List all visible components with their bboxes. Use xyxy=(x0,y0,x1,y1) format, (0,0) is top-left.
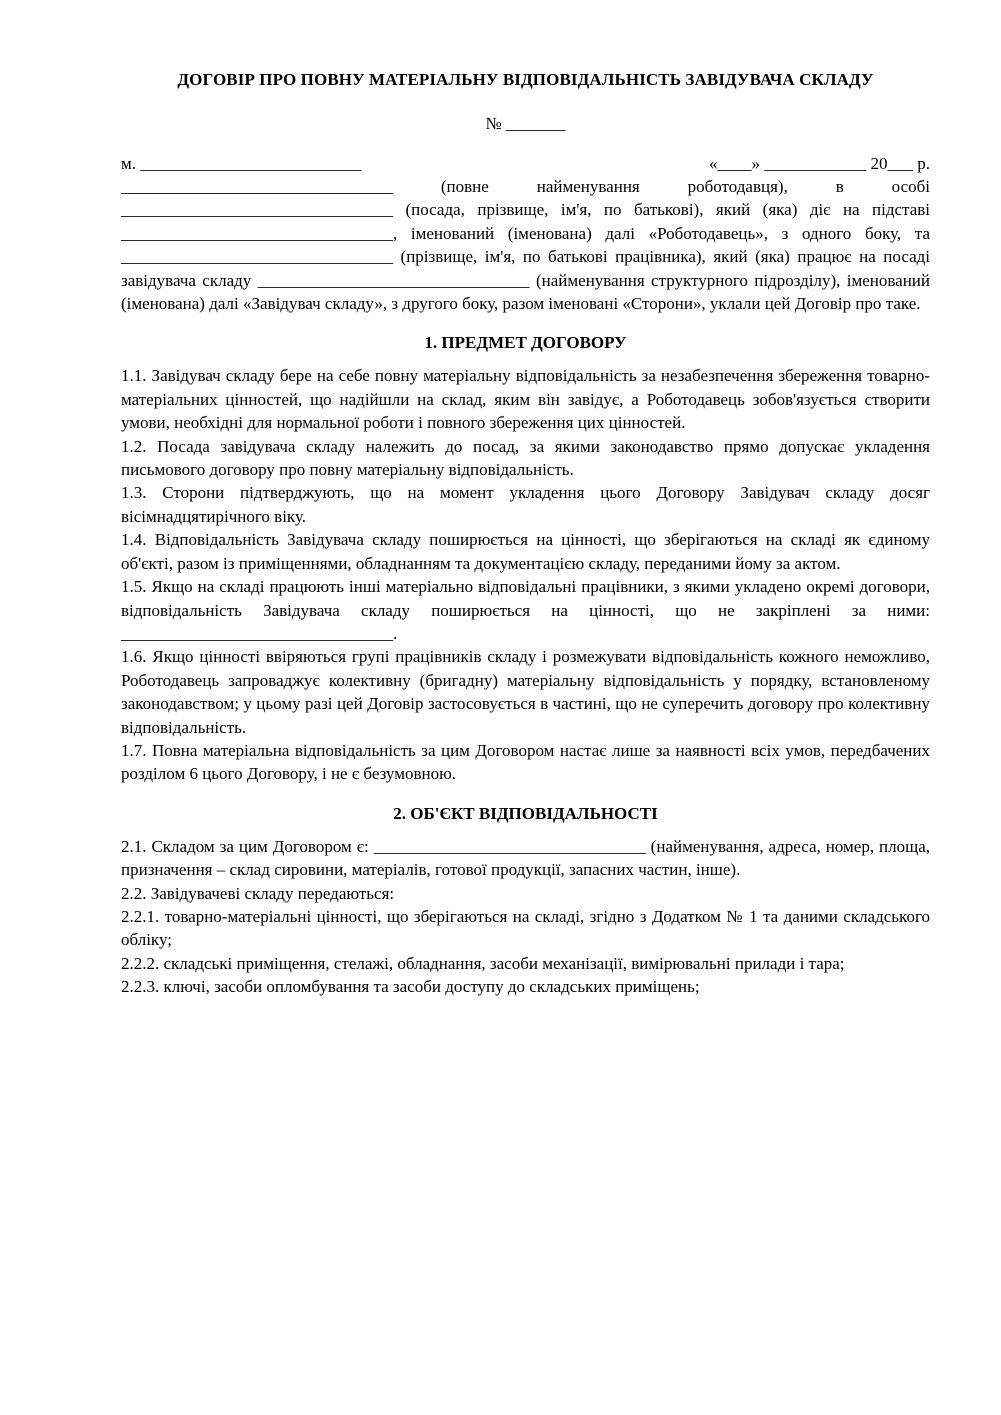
section-1-title: 1. ПРЕДМЕТ ДОГОВОРУ xyxy=(424,333,627,353)
clause-1-3: 1.3. Сторони підтверджують, що на момент укладення цього Договору Завідувач складу досяг вісімнадцятирічного віку. xyxy=(121,483,930,526)
clause-1-5: 1.5. Якщо на складі працюють інші матеріально відповідальні працівники, з якими укладено окремі договори, відповідальність Завідувача складу поширюється на цінності, що не закріплені за ними: ________________________________. xyxy=(121,577,930,643)
intro-paragraph: ________________________________ (повне найменування роботодавця), в особі ________________________________ (посада, прізвище, ім'я, по батькові), який (яка) діє на підставі ________________________________, іменований (іменована) далі «Роботодавець», з одного боку, та ________________________________ (прізвище, ім'я, по батькові працівника), який (яка) працює на посаді завідувача складу ________________________________ (найменування структурного підрозділу), іменований (іменована) далі «Завідувач складу», з другого боку, разом іменовані «Сторони», уклали цей Договір про таке. xyxy=(121,177,930,314)
date-field: «____» ____________ 20___ р. xyxy=(709,154,930,173)
clause-1-6: 1.6. Якщо цінності ввіряються групі працівників складу і розмежувати відповідальність кожного неможливо, Роботодавець запроваджує колективну (бригадну) матеріальну відповідальність у порядку, встановленому законодавством; у цьому разі цей Договір застосовується в частині, що не суперечить договору про колективну відповідальність. xyxy=(121,647,930,737)
city-field: м. __________________________ xyxy=(121,154,362,173)
document-title: ДОГОВІР ПРО ПОВНУ МАТЕРІАЛЬНУ ВІДПОВІДАЛЬНІСТЬ ЗАВІДУВАЧА СКЛАДУ xyxy=(177,70,874,89)
clause-2-1: 2.1. Складом за цим Договором є: ________________________________ (найменування, адреса, номер, площа, призначення – склад сировини, матеріалів, готової продукції, запасних частин, інше). xyxy=(121,836,930,880)
place-date-line xyxy=(121,152,930,175)
contract-number: № _______ xyxy=(485,114,566,133)
clause-2-2-1: 2.2.1. товарно-матеріальні цінності, що зберігаються на складі, згідно з Додатком № 1 та даними складського обліку; xyxy=(121,906,930,950)
clause-1-4: 1.4. Відповідальність Завідувача складу поширюється на цінності, що зберігаються на складі як єдиному об'єкті, разом із приміщеннями, обладнанням та документацією складу, переданими йому за актом. xyxy=(121,530,930,573)
clause-1-7: 1.7. Повна матеріальна відповідальність за цим Договором настає лише за наявності всіх умов, передбачених розділом 6 цього Договору, і не є безумовною. xyxy=(121,740,930,784)
clause-2-2: 2.2. Завідувачеві складу передаються: xyxy=(121,883,395,903)
section-2-title: 2. ОБ'ЄКТ ВІДПОВІДАЛЬНОСТІ xyxy=(393,803,658,823)
clause-2-2-3: 2.2.3. ключі, засоби опломбування та засоби доступу до складських приміщень; xyxy=(121,977,700,997)
clause-2-2-2: 2.2.2. складські приміщення, стелажі, обладнання, засоби механізації, вимірювальні прилади і тара; xyxy=(121,953,845,973)
clause-1-1: 1.1. Завідувач складу бере на себе повну матеріальну відповідальність за незабезпечення збереження товарно-матеріальних цінностей, що надійшли на склад, яким він завідує, а Роботодавець зобов'язується створити умови, необхідні для нормальної роботи і повного збереження цих цінностей. xyxy=(121,366,930,433)
clause-1-2: 1.2. Посада завідувача складу належить до посад, за якими законодавство прямо допускає укладення письмового договору про повну матеріальну відповідальність. xyxy=(121,436,930,480)
